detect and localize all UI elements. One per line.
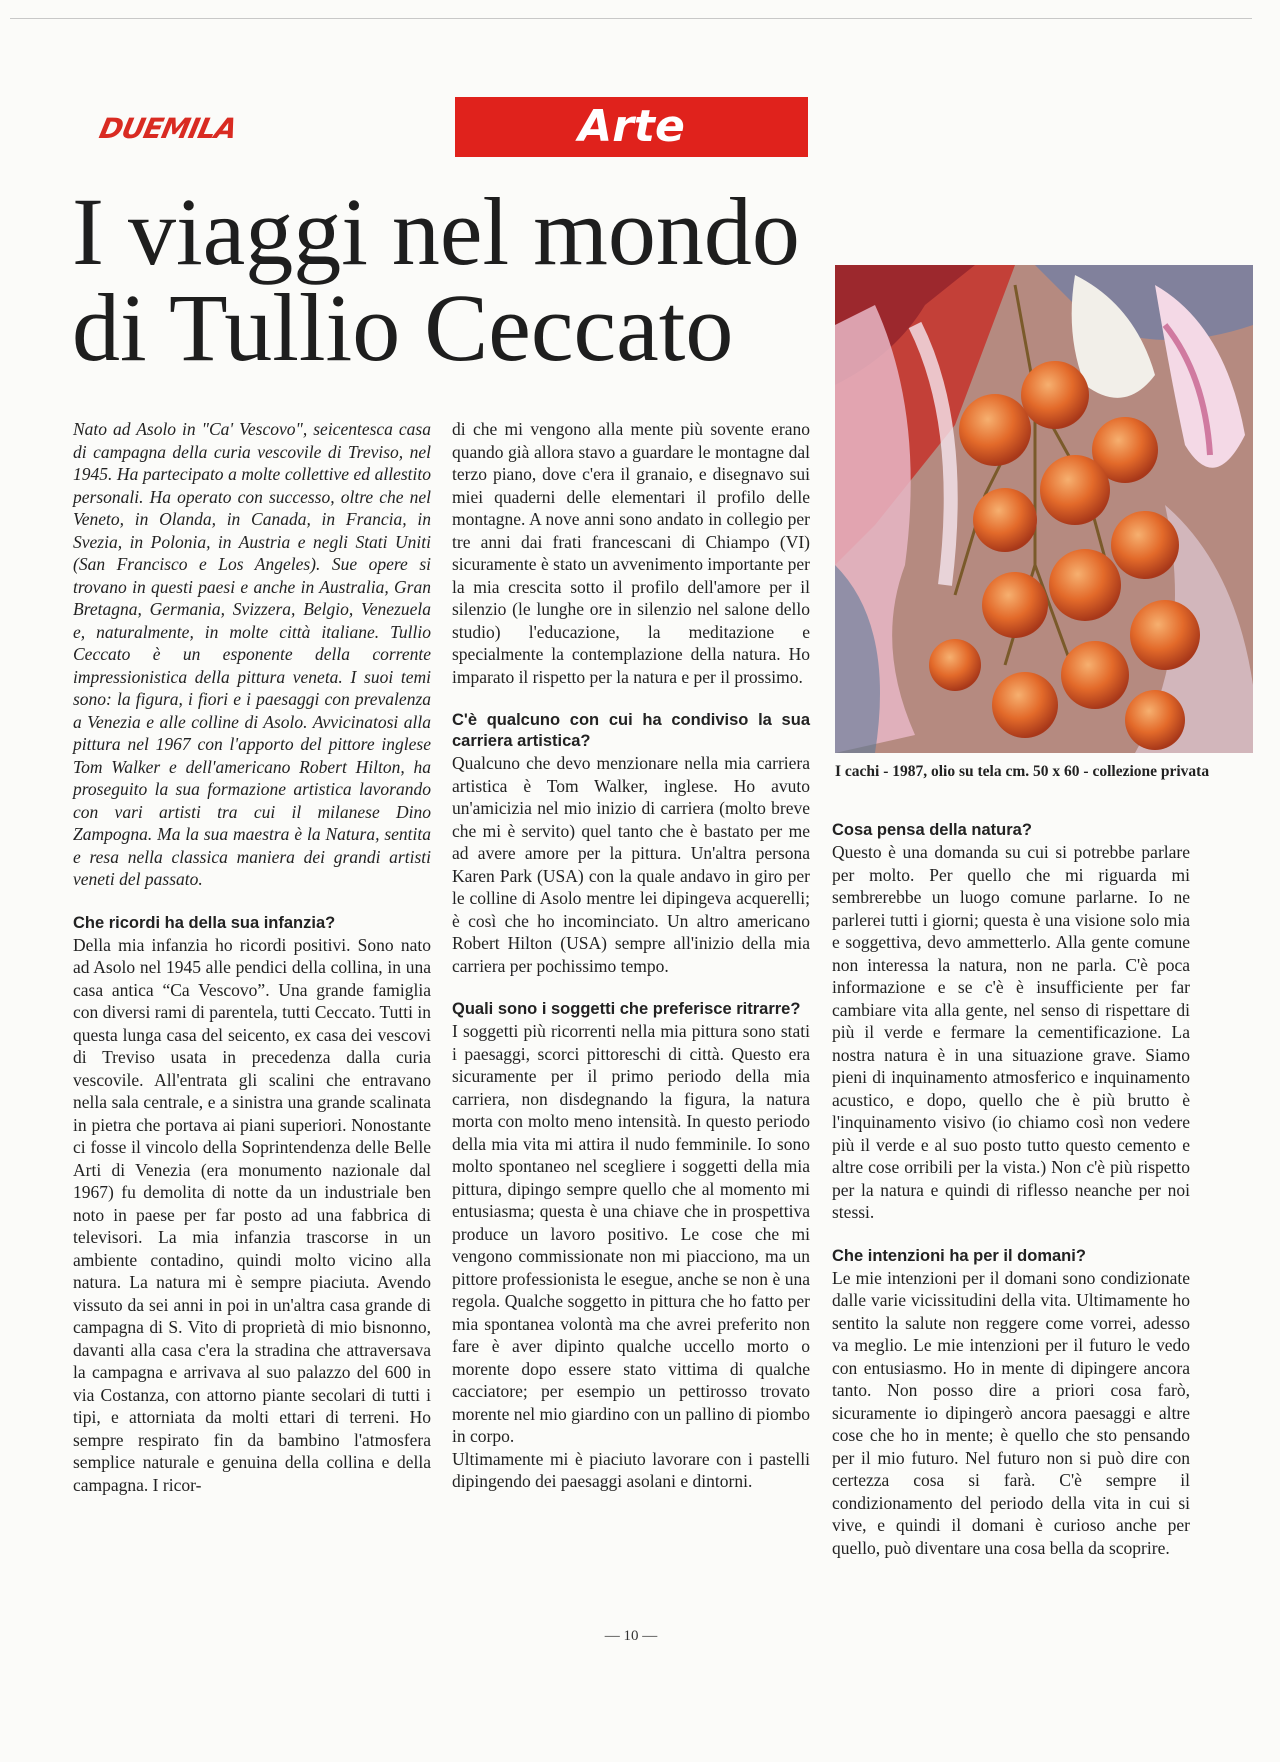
article-intro: Nato ad Asolo in "Ca' Vescovo", seicentesca casa di campagna della curia vescovile di Treviso, nel 1945. Ha partecipato a molte collettive ed allestito personali. Ha operato con successo, oltre che nel Veneto, in Olanda, in Canada, in Francia, in Svezia, in Polonia, in Austria e negli Stati Uniti (San Francisco e Los Angeles). Sue opere si trovano in questi paesi e anche in Australia, Gran Bretagna, Germania, Svizzera, Belgio, Venezuela e, naturalmente, in molte città italiane. Tullio Ceccato è un esponente della corrente impressionistica della pittura veneta. I suoi temi sono: la figura, i fiori e i paesaggi con prevalenza a Venezia e alle colline di Asolo. Avvicinatosi alla pittura nel 1967 con l'apporto del pittore inglese Tom Walker e dell'americano Robert Hilton, ha proseguito la sua formazione artistica lavorando con vari artisti tra cui il milanese Dino Zampogna. Ma la sua maestra è la Natura, sentita e resa nella classica maniera dei grandi artisti veneti del passato. [73, 419, 431, 889]
answer-paragraph: Della mia infanzia ho ricordi positivi. Sono nato ad Asolo nel 1945 alle pendici della collina, in una casa antica “Ca Vescovo”. Una grande famiglia con diversi rami di parentela, tutti Ceccato. Tutti in questa lunga casa del seicento, ex casa dei vescovi di Treviso usata in precedenza dalla curia vescovile. All'entrata gli scalini che entravano nella sala centrale, e a sinistra una grande scalinata in pietra che portava ai piani superiori. Nonostante ci fosse il vincolo della Soprintendenza delle Belle Arti di Venezia (era monumento nazionale dal 1967) fu demolita di notte da un industriale ben noto in paese per far posto ad una fabbrica di televisori. La mia infanzia trascorse in un ambiente contadino, quindi molto vicino alla natura. La natura mi è sempre piaciuta. Avendo vissuto da sei anni in poi in un'altra casa grande di campagna di S. Vito di proprietà di mio bisnonno, davanti alla casa c'era la stradina che attraversava la campagna e arrivava al suo palazzo del 600 in via Costanza, con attorno piante secolari di tutti i tipi, e attorniata da molti ettari di terreni. Ho sempre respirato fin da bambino l'atmosfera semplice naturale e genuina della collina e della campagna. I ricor- [73, 934, 431, 1495]
question-heading: Che intenzioni ha per il domani? [832, 1246, 1086, 1265]
answer-paragraph: di che mi vengono alla mente più sovente erano quando già allora stavo a guardare le montagne dal terzo piano, dove c'era il granaio, e disegnavo sui miei quaderni delle elementari il profilo delle montagne. A nove anni sono andato in collegio per tre anni dai frati francescani di Chiampo (VI) sicuramente è stato un avvenimento importante per la mia crescita sotto il profilo dell'amore per il silenzio (le lunghe ore in silenzio nel salone dello studio) l'educazione, la meditazione e specialmente la contemplazione della natura. Ho imparato il rispetto per la natura e per il prossimo. [452, 419, 810, 687]
title-line-1: I viaggi nel mondo [72, 178, 800, 285]
answer-paragraph: I soggetti più ricorrenti nella mia pittura sono stati i paesaggi, scorci pittoreschi di città. Questo era sicuramente per il primo periodo della mia carriera, non disdegnando la figura, la natura morta con molto meno intensità. In questo periodo della mia vita mi attira il nudo femminile. Io sono molto spontaneo nel scegliere i soggetti della mia pittura, dipingo sempre quello che al momento mi entusiasma; questa è una chiave che in prospettiva produce un lavoro positivo. Le cose che mi vengono commissionate non mi piacciono, ma un pittore professionista le esegue, anche se non è una regola. Qualche soggetto in pittura che ho fatto per mia spontanea volontà ma che avrei preferito non fare è aver dipinto qualche uccello morto o morente dopo essere stato vittima di qualche cacciatore; per esempio un pettirosso trovato morente nel mio giardino con un pallino di piombo in corpo. [452, 1021, 810, 1446]
page-number: — 10 — [604, 1628, 658, 1644]
title-line-2: di Tullio Ceccato [72, 274, 734, 381]
painting-illustration [835, 265, 1253, 753]
question-heading: Che ricordi ha della sua infanzia? [73, 913, 336, 932]
magazine-logo: DUEMILA [96, 112, 240, 145]
answer-paragraph: Questo è una domanda su cui si potrebbe parlare per molto. Per quello che mi riguarda mi sembrerebbe un luogo comune parlarne. Io ne parlerei tutti i giorni; questa è una visione solo mia e soggettiva, devo ammetterlo. Alla gente comune non interessa la natura, non ne parla. C'è poca informazione e se c'è è insufficiente per far cambiare vita alla gente, nel senso di rispettare di più il verde e fermare la cementificazione. La nostra natura è in una situazione grave. Siamo pieni di inquinamento atmosferico e inquinamento acustico, e dopo, quello che è più brutto è l'inquinamento visivo (io chiamo così non vedere più il verde e al suo posto tutto questo cemento e altre cose orribili per la vista.) Non c'è più rispetto per la natura e quindi di riflesso neanche per noi stessi. [832, 842, 1190, 1222]
question-heading: C'è qualcuno con cui ha condiviso la sua carriera artistica? [452, 711, 810, 750]
question-heading: Quali sono i soggetti che preferisce ritrarre? [452, 1000, 801, 1018]
section-label: Arte [455, 97, 808, 157]
article-title [72, 178, 872, 381]
answer-paragraph: Qualcuno che devo menzionare nella mia carriera artistica è Tom Walker, inglese. Ho avuto un'amicizia nel mio inizio di carriera (molto breve che mi è servito) quel tanto che è bastato per me ad avere amore per la pittura. Un'altra persona Karen Park (USA) con la quale andavo in giro per le colline di Asolo mentre lei dipingeva acquerelli; è così che ho incominciato. Un altro americano Robert Hilton (USA) sempre all'inizio della mia carriera per pochissimo tempo. [452, 753, 810, 976]
painting-image [835, 265, 1253, 753]
article-column-1 [73, 418, 431, 1496]
top-rule [10, 18, 1252, 19]
question-heading: Cosa pensa della natura? [832, 821, 1032, 839]
answer-paragraph: Le mie intenzioni per il domani sono condizionate dalle varie vicissitudini della vita. Ultimamente ho sentito la salute non reggere come vorrei, adesso va meglio. Le mie intenzioni per il futuro le vedo con entusiasmo. Ho in mente di dipingere ancora tanto. Non posso dire a priori cosa farò, sicuramente io dipingerò ancora paesaggi e altre cose che ho in mente; è quello che sto pensando per il mio futuro. Nel futuro non si può dire con certezza cosa si farà. C'è sempre il condizionamento del periodo della vita in cui si vive, e quindi il domani è curioso anche per quello, può diventare una cosa bella da scoprire. [832, 1267, 1190, 1558]
article-column-2 [452, 418, 810, 1493]
answer-paragraph: Ultimamente mi è piaciuto lavorare con i pastelli dipingendo dei paesaggi asolani e dintorni. [452, 1448, 810, 1491]
image-caption: I cachi - 1987, olio su tela cm. 50 x 60 - collezione privata [835, 763, 1210, 780]
article-column-3 [832, 820, 1190, 1559]
